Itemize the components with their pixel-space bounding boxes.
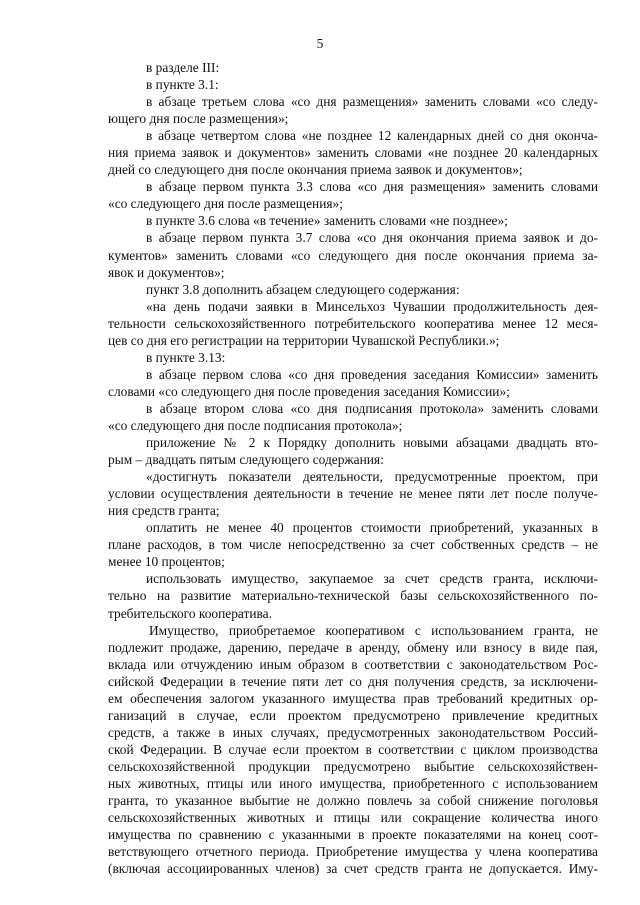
text-line: средств, а также в иных случаях, предусмотренных законодательством Россий- (108, 724, 598, 740)
text-line: «со следующего дня после подписания протокола»; (108, 417, 403, 433)
text-line: оплатить не менее 40 процентов стоимости приобретений, указанных в (146, 520, 598, 536)
text-line: рым – двадцать пятым следующего содержания: (108, 452, 384, 468)
text-line: сельскохозяйственных животных и птицы или сокращение количества иного (108, 810, 598, 826)
text-line: дней со следующего дня после окончания приема заявок и документов»; (108, 162, 523, 178)
text-line: подлежит продаже, дарению, передаче в аренду, обмену или взносу в виде пая, (108, 639, 598, 655)
text-line: ем обеспечения залогом указанного имущества прав требований кредитных ор- (108, 690, 598, 706)
text-line: в абзаце первом пункта 3.7 слова «со дня окончания приема заявок и до- (146, 230, 598, 246)
text-line: в абзаце третьем слова «со дня размещения» заменить словами «со следу- (146, 94, 598, 110)
document-body (108, 59, 598, 877)
text-line: ской Федерации. В случае если проектом в соответствии с циклом производства (108, 741, 598, 757)
text-line: «достигнуть показатели деятельности, предусмотренные проектом, при (146, 469, 598, 485)
text-line: ния средств гранта; (108, 503, 220, 519)
text-line: тельно на развитие материально-технической базы сельскохозяйственного по- (108, 588, 598, 604)
text-line: в пункте 3.1: (146, 77, 219, 93)
text-line: кументов» заменить словами «со следующего дня после окончания приема за- (108, 247, 598, 263)
text-line: сийской Федерации в течение пяти лет со дня получения средств, за исключени- (108, 673, 598, 689)
text-line: требительского кооператива. (108, 605, 272, 621)
text-line: приложение № 2 к Порядку дополнить новыми абзацами двадцать вто- (146, 435, 598, 451)
text-line: плане расходов, в том числе непосредственно за счет собственных средств – не (108, 537, 598, 553)
text-line: использовать имущество, закупаемое за счет средств гранта, исключи- (146, 571, 598, 587)
text-line: словами «со следующего дня после проведения заседания Комиссии»; (108, 383, 510, 399)
text-line: в пункте 3.13: (146, 349, 226, 365)
text-line: тельности сельскохозяйственного потребительского кооператива менее 12 меся- (108, 315, 598, 331)
text-line: в абзаце первом слова «со дня проведения заседания Комиссии» заменить (146, 366, 598, 382)
text-line: ных животных, птицы или иного имущества, приобретенного с использованием (108, 775, 598, 791)
text-line: в абзаце четвертом слова «не позднее 12 календарных дней со дня оконча- (146, 128, 598, 144)
text-line: вклада или отчуждению иным образом в соответствии с законодательством Рос- (108, 656, 598, 672)
text-line: ганизаций в случае, если проектом предусмотрено привлечение кредитных (108, 707, 598, 723)
text-line: в абзаце первом пункта 3.3 слова «со дня размещения» заменить словами (146, 179, 598, 195)
text-line: пункт 3.8 дополнить абзацем следующего содержания: (146, 281, 460, 297)
text-line: в разделе III: (146, 60, 220, 75)
text-line: имущества по сравнению с указанными в проекте показателями на конец соот- (108, 827, 598, 843)
text-line: условии осуществления деятельности в течение не менее пяти лет после получе- (108, 486, 598, 502)
text-line: сельскохозяйственной продукции предусмотрено выбытие сельскохозяйствен- (108, 758, 598, 774)
text-line: ветствующего отчетного периода. Приобретение имущества у члена кооператива (108, 844, 598, 860)
text-line: ющего дня после размещения»; (108, 111, 289, 127)
text-line: в пункте 3.6 слова «в течение» заменить словами «не позднее»; (146, 213, 508, 229)
text-line: (включая ассоциированных членов) за счет средств гранта не допускается. Иму- (108, 861, 598, 877)
text-line: ния приема заявок и документов» заменить словами «не позднее 20 календарных (108, 145, 598, 161)
text-line: явок и документов»; (108, 264, 225, 280)
text-line: Имущество, приобретаемое кооперативом с использованием гранта, не (149, 622, 598, 638)
page-number: 5 (316, 36, 324, 51)
text-line: цев со дня его регистрации на территории Чувашской Республики.»; (108, 332, 500, 348)
text-line: гранта, то указанное выбытие не должно повлечь за собой снижение поголовья (108, 793, 598, 809)
text-line: «со следующего дня после размещения»; (108, 196, 343, 212)
text-line: менее 10 процентов; (108, 554, 225, 570)
text-line: в абзаце втором слова «со дня подписания протокола» заменить словами (146, 400, 598, 416)
text-line: «на день подачи заявки в Минсельхоз Чувашии продолжительность дея- (146, 298, 598, 314)
